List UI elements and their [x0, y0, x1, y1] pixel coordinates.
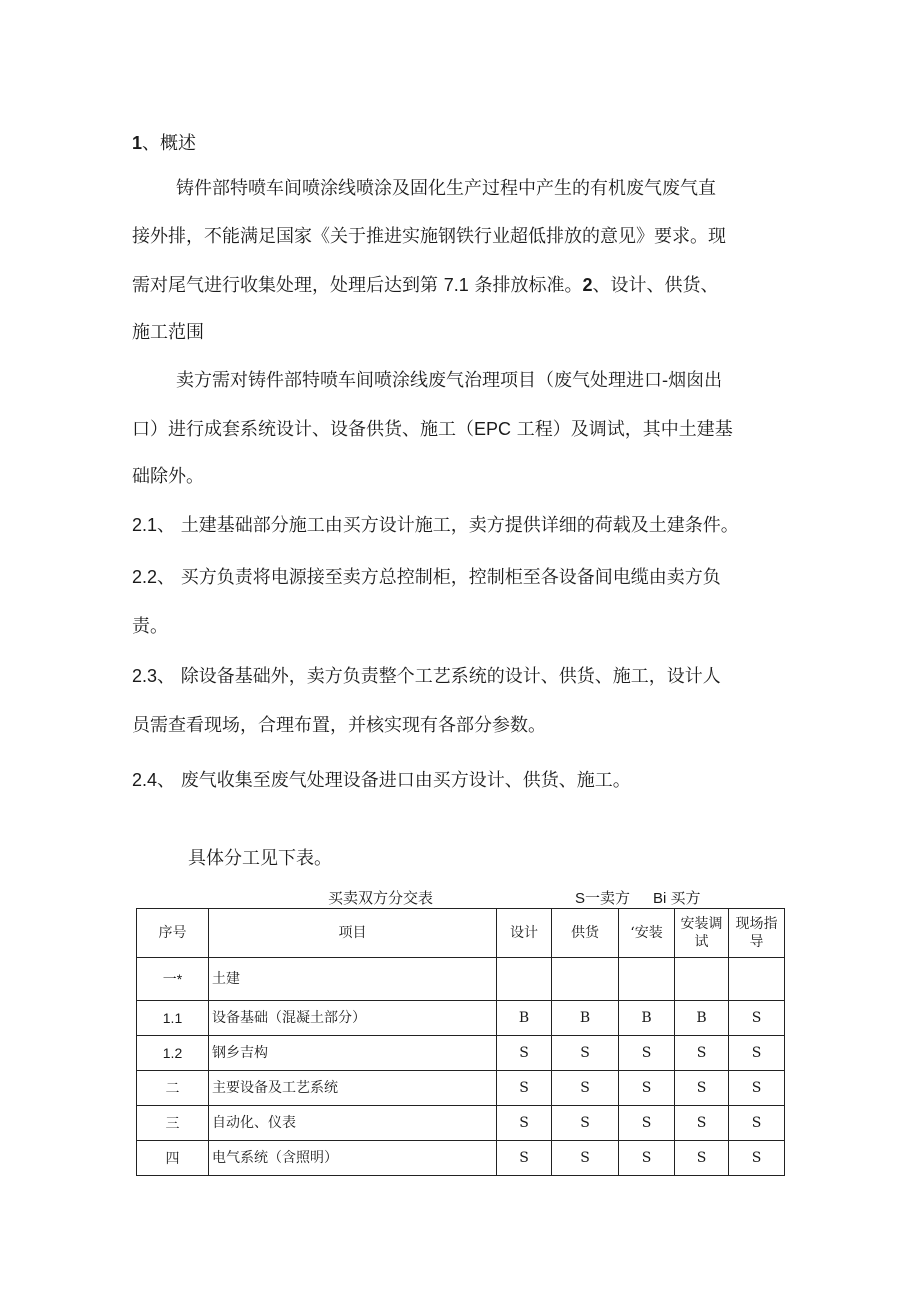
legend-seller: S一卖方	[575, 890, 631, 907]
row-seq: 1.2	[137, 1036, 209, 1071]
cell-design: B	[497, 1001, 552, 1036]
cell-commission: S	[675, 1106, 729, 1141]
paragraph-1-line-3-a: 需对尾气进行收集处理，处理后达到第	[132, 275, 444, 296]
clause-2-4-text: 、 废气收集至废气处理设备进口由买方设计、供货、施工。	[157, 770, 631, 791]
clause-2-2-number: 2.2	[132, 567, 158, 587]
row-seq: 三	[137, 1106, 209, 1141]
cell-supply: S	[552, 1071, 619, 1106]
cell-design: S	[497, 1141, 552, 1176]
clause-number-7-1: 7.1	[443, 275, 469, 295]
cell-commission	[675, 958, 729, 1001]
table-row	[137, 1036, 785, 1071]
row-seq: 四	[137, 1141, 209, 1176]
row-item: 钢乡吉构	[209, 1036, 497, 1071]
clause-2-4-number: 2.4	[132, 770, 158, 790]
cell-design: S	[497, 1036, 552, 1071]
cell-guidance	[729, 958, 785, 1001]
header-item: 项目	[209, 909, 497, 958]
clause-2-1-number: 2.1	[132, 515, 158, 535]
cell-install: S	[619, 1106, 675, 1141]
section-1-heading	[132, 131, 196, 156]
clause-2-3	[132, 664, 721, 689]
cell-supply	[552, 958, 619, 1001]
header-install: ‘安装	[619, 909, 675, 958]
cell-supply: S	[552, 1106, 619, 1141]
clause-2-2-text: 、 买方负责将电源接至卖方总控制柜，控制柜至各设备间电缆由卖方负	[157, 567, 721, 588]
row-item: 主要设备及工艺系统	[209, 1071, 497, 1106]
clause-2-3-number: 2.3	[132, 666, 158, 686]
table-row	[137, 1106, 785, 1141]
cell-design	[497, 958, 552, 1001]
cell-guidance: S	[729, 1071, 785, 1106]
table-row	[137, 1071, 785, 1106]
row-seq: 一*	[137, 958, 209, 1001]
cell-guidance: S	[729, 1106, 785, 1141]
clause-2-2	[132, 565, 721, 590]
row-item: 自动化、仪表	[209, 1106, 497, 1141]
row-item: 设备基础（混凝土部分）	[209, 1001, 497, 1036]
cell-guidance: S	[729, 1036, 785, 1071]
cell-commission: B	[675, 1001, 729, 1036]
division-table	[136, 908, 785, 1176]
section-2-title-part-1: 、设计、供货、	[592, 275, 719, 296]
table-intro: 具体分工见下表。	[188, 848, 332, 869]
clause-2-1-text: 、 土建基础部分施工由买方设计施工，卖方提供详细的荷载及土建条件。	[157, 515, 739, 536]
cell-install: S	[619, 1071, 675, 1106]
paragraph-2-line-2-a: 口）进行成套系统设计、设备供货、施工（	[132, 419, 474, 440]
header-supply: 供货	[552, 909, 619, 958]
cell-design: S	[497, 1106, 552, 1141]
section-1-number: 1	[132, 133, 143, 153]
paragraph-2-line-2	[132, 417, 733, 442]
header-design: 设计	[497, 909, 552, 958]
section-2-number: 2	[582, 275, 593, 295]
header-seq: 序号	[137, 909, 209, 958]
paragraph-1-line-1: 铸件部特喷车间喷涂线喷涂及固化生产过程中产生的有机废气废气直	[176, 178, 716, 199]
clause-2-3-text: 、 除设备基础外，卖方负责整个工艺系统的设计、供货、施工，设计人	[157, 666, 721, 687]
cell-supply: S	[552, 1141, 619, 1176]
paragraph-2-line-2-b: 工程）及调试，其中土建基	[511, 419, 733, 440]
paragraph-1-line-2: 接外排，不能满足国家《关于推进实施钢铁行业超低排放的意见》要求。现	[132, 226, 726, 247]
epc-term: EPC	[474, 419, 512, 439]
header-guidance: 现场指导	[729, 909, 785, 958]
cell-guidance: S	[729, 1141, 785, 1176]
cell-install	[619, 958, 675, 1001]
table-header-row	[137, 909, 785, 958]
table-row	[137, 1141, 785, 1176]
cell-supply: B	[552, 1001, 619, 1036]
table-title: 买卖双方分交表	[328, 890, 434, 907]
row-item: 土建	[209, 958, 497, 1001]
cell-commission: S	[675, 1141, 729, 1176]
cell-design: S	[497, 1071, 552, 1106]
cell-commission: S	[675, 1071, 729, 1106]
row-seq: 1.1	[137, 1001, 209, 1036]
clause-2-2-continued: 责。	[132, 616, 168, 637]
paragraph-1-line-3	[132, 273, 719, 298]
cell-commission: S	[675, 1036, 729, 1071]
clause-2-4	[132, 768, 631, 793]
clause-2-3-continued: 员需查看现场，合理布置，并核实现有各部分参数。	[132, 715, 546, 736]
paragraph-1-line-3-b: 条排放标准。	[468, 275, 583, 296]
clause-2-1	[132, 513, 739, 538]
row-seq: 二	[137, 1071, 209, 1106]
table-row	[137, 1001, 785, 1036]
cell-install: B	[619, 1001, 675, 1036]
cell-install: S	[619, 1036, 675, 1071]
paragraph-2-line-1: 卖方需对铸件部特喷车间喷涂线废气治理项目（废气处理进口-烟囱出	[176, 370, 723, 391]
cell-install: S	[619, 1141, 675, 1176]
header-commission: 安装调试	[675, 909, 729, 958]
section-1-title: 、概述	[142, 133, 197, 154]
legend-buyer: Bi 买方	[653, 890, 701, 907]
cell-guidance: S	[729, 1001, 785, 1036]
paragraph-2-line-3: 础除外。	[132, 466, 204, 487]
cell-supply: S	[552, 1036, 619, 1071]
table-row	[137, 958, 785, 1001]
row-item: 电气系统（含照明）	[209, 1141, 497, 1176]
section-2-title-part-2: 施工范围	[132, 322, 204, 343]
